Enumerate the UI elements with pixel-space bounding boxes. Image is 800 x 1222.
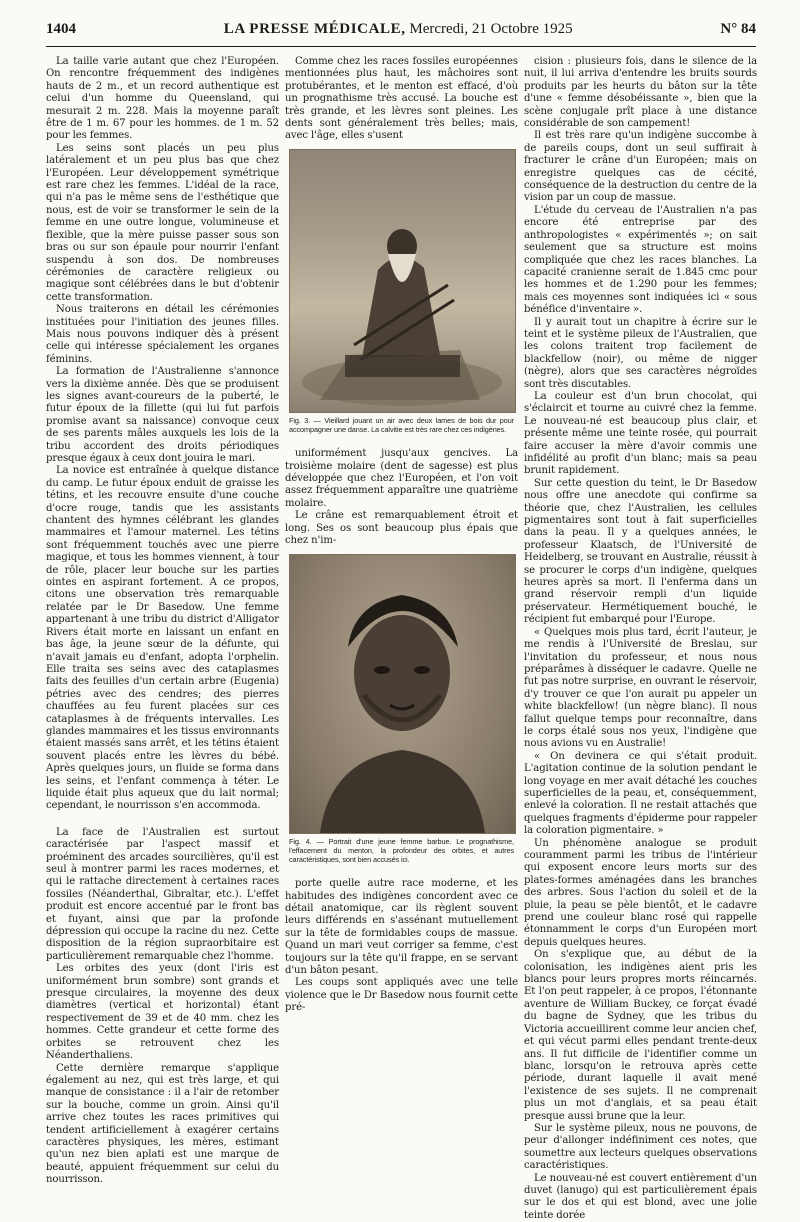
figure-3-caption: Fig. 3. — Vieillard jouant un air avec deux lames de bois dur pour accompagner une danse. La calvitie est très rare chez ces indigènes. [289,415,514,435]
photo-young-woman [289,554,516,834]
column-2 [285,56,518,1074]
paragraph: Les orbites des yeux (dont l'iris est uniformément brun sombre) sont grands et presque circulaires, la moyenne des deux diamètres (vertical et horizontal) étant respectivement de 39 et de 40 mm. chez les hommes. Cette grandeur et cette forme des orbites se retrouvent chez les Néanderthaliens. [46,963,279,1062]
paragraph: Il y aurait tout un chapitre à écrire sur le teint et le système pileux de l'Australien, que les colons traitent trop facilement de blackfellow (noir), ou même de nigger (nègre), alors que ses caractères négroïdes sont très discutables. [524,316,757,390]
photo-old-man [289,149,516,413]
section-gap [285,864,518,878]
header-title [224,21,573,38]
paragraph: Le crâne est remarquablement étroit et long. Ses os sont beaucoup plus épais que chez n'im- [285,510,518,547]
paragraph: Le nouveau-né est couvert entièrement d'un duvet (lanugo) qui est particulièrement épais sur le dos et qui est blond, avec une jolie teinte dorée [524,1172,757,1221]
paragraph: Comme chez les races fossiles européennes mentionnées plus haut, les mâchoires sont protubérantes, et le menton est effacé, d'où un prognathisme très accusé. La bouche est très grande, et les lèvres sont pleines. Les dents sont généralement très belles; mais, avec l'âge, elles s'usent [285,56,518,142]
journal-name: LA PRESSE MÉDICALE, [223,20,406,37]
paragraph: porte quelle autre race moderne, et les habitudes des indigènes concordent avec ce détail anatomique, car ils règlent souvent leurs différends en s'assénant mutuellement sur la tête de formidables coups de massue. Quand un mari veut corriger sa femme, c'est toujours sur la tête qu'il frappe, en se servant d'un bâton pesant. [285,878,518,976]
paragraph: Un phénomène analogue se produit couramment parmi les tribus de l'intérieur qui exposent encore leurs morts sur des plates-formes aménagées dans les branches des arbres. Sous l'action du soleil et de la pluie, la peau se pèle bientôt, et le cadavre prend une couleur blanc rosé qui rappelle étonnamment le corps d'un Européen mort depuis quelques heures. [524,837,757,948]
figure-4-caption: Fig. 4. — Portrait d'une jeune femme barbue. Le prognathisme, l'effacement du menton, la profondeur des orbites, et autres caractéristiques, sont bien accusés ici. [289,836,514,864]
paragraph: La novice est entraînée à quelque distance du camp. Le futur époux enduit de graisse les tétins, et les recouvre ensuite d'une couche d'ocre rouge, tandis que les assistants chantent des hymnes célébrant les glandes mammaires et l'amour maternel. Les tétins sont fréquemment touchés avec une pierre magique, et tous les hommes viennent, à tour de rôle, placer leur bouche sur les parties ointes en aspirant fortement. A ce propos, citons une observation très remarquable relatée par le Dr Basedow. Une femme appartenant à une tribu du district d'Alligator Rivers était morte en laissant un enfant en bas âge, la jeune sœur de la défunte, qui n'avait jamais eu d'enfant, adopta l'orphelin. Elle traita ses seins avec des cataplasmes faits des feuilles d'un certain arbre (Eugenia) pétries avec des cendres; des pierres chauffées au feu furent placées sur ces cataplasmes à de fréquents intervalles. Les glandes mammaires et les tissus environnants étaient massés sans arrêt, et les tétins étaient souvent placés entre les lèvres du bébé. Après quelques jours, un fluide se forma dans les seins, et l'enfant commença à téter. Le liquide était plus aqueux que du lait normal; cependant, le nourrisson s'en accommoda. [46,465,279,812]
paragraph: L'étude du cerveau de l'Australien n'a pas encore été entreprise par des anthropologistes « expérimentés »; on sait seulement que sa structure est moins compliquée que chez les races blanches. La capacité cranienne serait de 1.845 cmc pour les hommes et de 1.290 pour les femmes; mais ces moyennes sont indiquées ici « sous bénéfice d'inventaire ». [524,204,757,316]
section-gap [285,434,518,448]
article-body [46,56,757,1221]
paragraph: La formation de l'Australienne s'annonce vers la dixième année. Dès que se produisent les signes avant-coureurs de la puberté, le futur époux de la fillette (qui lui fut parfois promise avant sa naissance) convoque ceux de ses parents mâles auxquels les lois de la tribu accordent des droits périodiques presque égaux à ceux dont jouira le mari. [46,366,279,464]
paragraph: « Quelques mois plus tard, écrit l'auteur, je me rendis à l'Université de Breslau, sur l'invitation du professeur, et nous nous préparâmes à disséquer le cadavre. Quelle ne fut pas notre surprise, en ouvrant le réservoir, d'y trouver ce que l'on aurait pu appeler un white blackfellow! (un nègre blanc). Il nous fallut quelque temps pour reconnaître, dans le corps étalé sous nos yeux, l'indigène que nous avions vu en Australie! [524,626,757,750]
photo-old-man-drawing [290,150,515,412]
paragraph: La taille varie autant que chez l'Européen. On rencontre fréquemment des indigènes hauts de 2 m., et un record authentique est celui d'un homme du Queensland, qui mesurait 2 m. 228. Mais la moyenne paraît être de 1 m. 67 pour les hommes. de 1 m. 52 pour les femmes. [46,56,279,142]
paragraph: Les seins sont placés un peu plus latéralement et un peu plus bas que chez l'Européen. Leur développement symétrique est rare chez les femmes. L'idéal de la race, qui n'a pas le même sens de l'esthétique que nous, est de voir se transformer le sein de la femme en une outre longue, volumineuse et flexible, que la mère puisse passer sous son bras ou sur son épaule pour nourrir l'enfant suspendu à son dos. De nombreuses cérémonies de caractère religieux ou magique sont célébrées dans le but d'obtenir cette transformation. [46,142,279,303]
issue-number: N° 84 [720,20,756,37]
section-gap [46,813,279,827]
paragraph: Sur cette question du teint, le Dr Basedow nous offre une anecdote qui confirme sa théorie que, chez l'Australien, les cellules pigmentaires sont tout à fait superficielles dans la peau. Il y a quelques années, le professeur Klaatsch, de l'Université de Heidelberg, se trouvant en Australie, réussit à se procurer le corps d'un indigène, quelques heures après sa mort. Il l'enferma dans un grand réservoir rempli d'un liquide préservateur. Hermétiquement bouché, le récipient fut embarqué pour l'Europe. [524,477,757,626]
page-number: 1404 [46,20,76,37]
photo-young-woman-drawing [290,555,515,833]
paragraph: La face de l'Australien est surtout caractérisée par l'aspect massif et proéminent des arcades sourcilières, qu'il est seul à montrer parmi les races modernes, et qui le rattache directement à certaines races fossiles (Néanderthal, Gibraltar, etc.). L'effet produit est encore accentué par le front bas et fuyant, ainsi que par la profonde dépression qui occupe la racine du nez. Cette disposition de la région supraorbitaire est particulièrement remarquable chez l'homme. [46,826,279,962]
paragraph: La couleur est d'un brun chocolat, qui s'éclaircit et tourne au cuivré chez la femme. Le nouveau-né est beaucoup plus clair, et présente même une teinte rosée, qui pourrait faire accuser la mère d'avoir commis une infidélité au profit d'un blanc; mais sa peau brunit rapidement. [524,390,757,477]
page-header [46,12,756,47]
paragraph: Sur le système pileux, nous ne pouvons, de peur d'allonger indéfiniment ces notes, que soumettre aux lecteurs quelques observations caractéristiques. [524,1122,757,1172]
paragraph: uniformément jusqu'aux gencives. La troisième molaire (dent de sagesse) est plus développée que chez l'Européen, et l'on voit assez fréquemment apparaître une quatrième molaire. [285,448,518,509]
issue-date: Mercredi, 21 Octobre 1925 [409,20,573,37]
paragraph: On s'explique que, au début de la colonisation, les indigènes aient pris les blancs pour leurs propres morts réincarnés. Et l'on peut rappeler, à ce propos, l'étonnante aventure de William Buckey, ce forçat évadé du bagne de Sydney, que les tribus du Victoria accueillirent comme leur ancien chef, et qui vécut parmi elles pendant trente-deux ans. Il fut difficile de l'identifier comme un blanc, lorsqu'on le retrouva après cette période, durant laquelle il avait mené l'existence de ses sujets. Il ne comprenait plus un mot d'anglais, et sa peau était presque aussi brune que la leur. [524,949,757,1122]
column-1 [46,56,279,1186]
paragraph: cision : plusieurs fois, dans le silence de la nuit, il lui arriva d'entendre les bruits sourds produits par les heurts du bâton sur la tête d'une « femme désobéissante », bien que la scène conjugale prît place à une distance considérable de son campement! [524,56,757,130]
paragraph: Nous traiterons en détail les cérémonies instituées pour l'initiation des jeunes filles. Mais nous pouvons indiquer dès à présent celle qui intéresse spécialement les organes féminins. [46,304,279,365]
paragraph: Les coups sont appliqués avec une telle violence que le Dr Basedow nous fournit cette pré- [285,977,518,1014]
paragraph: « On devinera ce qui s'était produit. L'agitation continue de la solution pendant le long voyage en mer avait détaché les couches superficielles de la peau, et, conséquemment, enlevé la coloration. Il ne restait attachés que quelques fragments d'épiderme pour rappeler la coloration pigmentaire. » [524,750,757,837]
column-3 [524,56,757,1221]
paragraph: Il est très rare qu'un indigène succombe à de pareils coups, dont un seul suffirait à fracturer le crâne d'un Européen; mais on enregistre quelques cas de cécité, conséquence de la destruction du centre de la vision par un coup de massue. [524,130,757,204]
paragraph: Cette dernière remarque s'applique également au nez, qui est très large, et qui manque de consistance : il a l'air de retomber sur la bouche, comme un groin. Ainsi qu'il arrive chez toutes les races primitives qui tendent artificiellement à exagérer certains caractères physiques, les mères, estimant qu'un nez bien aplati est une marque de beauté, appuient fréquemment sur celui du nourrisson. [46,1062,279,1186]
